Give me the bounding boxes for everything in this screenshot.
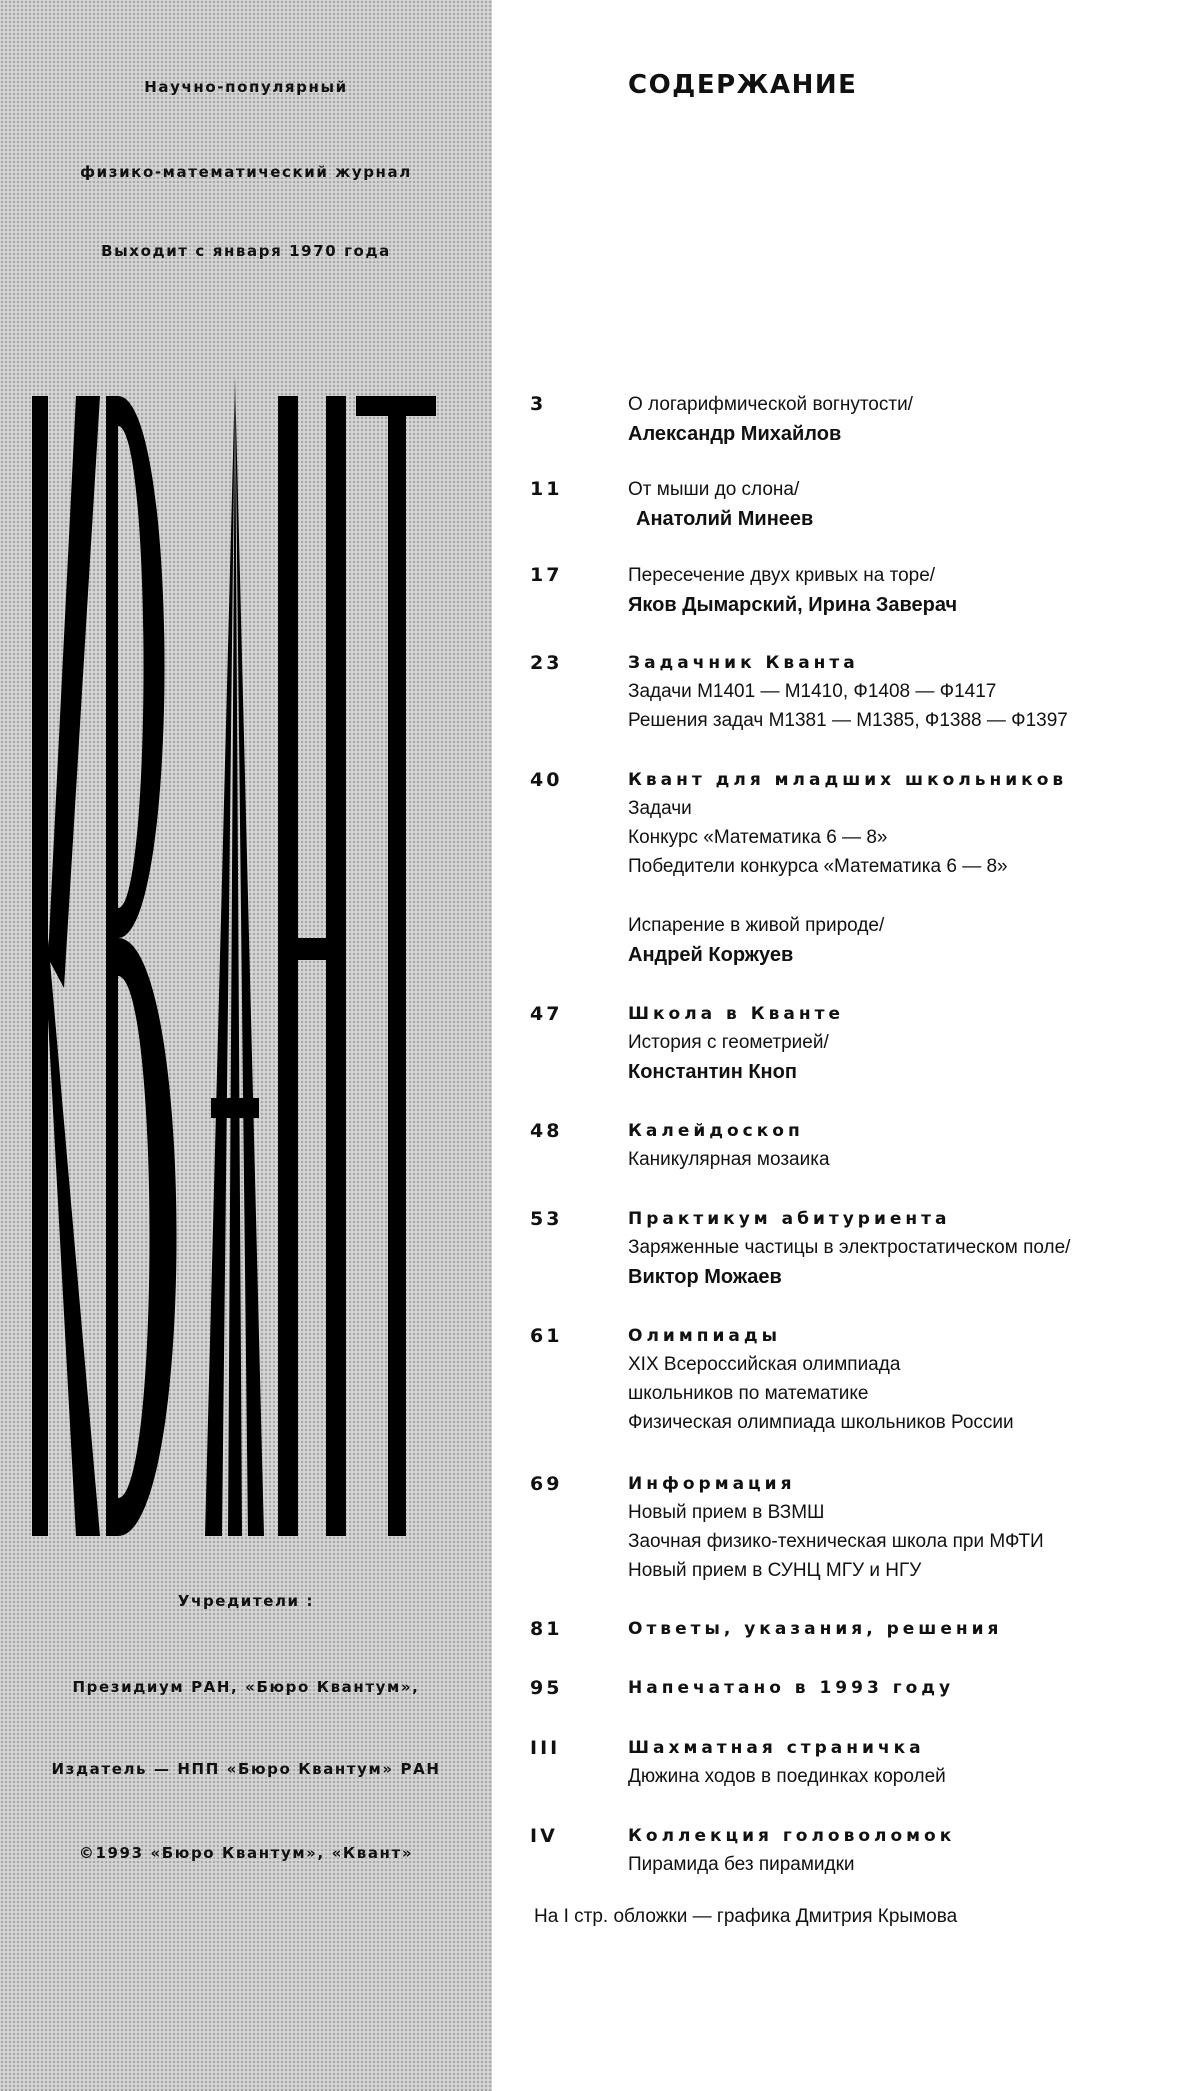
author-name: Константин Кноп (628, 1061, 797, 1083)
article-title: Конкурс «Математика 6 — 8» (628, 827, 888, 848)
section-heading: Информация (628, 1474, 796, 1494)
page-number: 53 (530, 1208, 563, 1230)
article-title: Заряженные частицы в электростатическом поле/ (628, 1237, 1071, 1258)
page-number: IV (530, 1825, 558, 1847)
page-number: 81 (530, 1618, 563, 1640)
article-title: О логарифмической вогнутости/ (628, 394, 913, 415)
section-heading: Задачник Кванта (628, 653, 859, 673)
page-number: 3 (530, 393, 547, 415)
page-number: 48 (530, 1120, 563, 1142)
page-number: 47 (530, 1003, 563, 1025)
page-number: 61 (530, 1325, 563, 1347)
section-heading: Ответы, указания, решения (628, 1619, 1003, 1639)
article-title: Решения задач М1381 — М1385, Ф1388 — Ф1397 (628, 710, 1068, 731)
article-title: Пирамида без пирамидки (628, 1854, 855, 1875)
founders-text: Президиум РАН, «Бюро Квантум», (72, 1678, 420, 1696)
article-title: школьников по математике (628, 1383, 869, 1404)
founders-label: Учредители : (177, 1592, 315, 1610)
article-title: Физическая олимпиада школьников России (628, 1412, 1014, 1433)
section-heading: Олимпиады (628, 1326, 781, 1346)
author-name: Анатолий Минеев (636, 508, 814, 530)
section-heading: Калейдоскоп (628, 1121, 804, 1141)
page-number: 17 (530, 564, 563, 586)
page-number: 40 (530, 769, 563, 791)
page-number: III (530, 1737, 561, 1759)
author-name: Яков Дымарский, Ирина Заверач (628, 594, 958, 616)
page-number: 95 (530, 1677, 563, 1699)
article-title: Новый прием в ВЗМШ (628, 1502, 825, 1523)
article-title: Новый прием в СУНЦ МГУ и НГУ (628, 1560, 922, 1581)
article-title: Пересечение двух кривых на торе/ (628, 565, 936, 586)
article-title: История с геометрией/ (628, 1032, 829, 1053)
article-title: От мыши до слона/ (628, 479, 800, 500)
article-title: Задачи (628, 798, 692, 819)
author-name: Виктор Можаев (628, 1266, 782, 1288)
section-heading: Школа в Кванте (628, 1004, 844, 1024)
subtitle-line-1: Научно-популярный (144, 78, 348, 96)
section-heading: Напечатано в 1993 году (628, 1678, 955, 1698)
article-title: Победители конкурса «Математика 6 — 8» (628, 856, 1008, 877)
copyright-text: ©1993 «Бюро Квантум», «Квант» (78, 1844, 414, 1862)
cover-note: На I стр. обложки — графика Дмитрия Крымова (534, 1906, 958, 1927)
kvant-logo (30, 378, 440, 1553)
section-heading: Коллекция головоломок (628, 1826, 956, 1846)
article-title: XIX Всероссийская олимпиада (628, 1354, 901, 1375)
page-number: 11 (530, 478, 563, 500)
author-name: Александр Михайлов (628, 423, 842, 445)
section-heading: Шахматная страничка (628, 1738, 925, 1758)
toc-title: СОДЕРЖАНИЕ (628, 70, 858, 100)
subtitle-line-2: физико-математический журнал (80, 163, 412, 181)
page-number: 23 (530, 652, 563, 674)
publisher-text: Издатель — НПП «Бюро Квантум» РАН (51, 1760, 441, 1778)
article-title: Дюжина ходов в поединках королей (628, 1766, 946, 1787)
author-name: Андрей Коржуев (628, 944, 794, 966)
section-heading: Практикум абитуриента (628, 1209, 951, 1229)
since-line: Выходит с января 1970 года (101, 242, 391, 260)
article-title: Заочная физико-техническая школа при МФТИ (628, 1531, 1044, 1552)
masthead-sidebar (0, 0, 492, 2091)
article-title: Испарение в живой природе/ (628, 915, 885, 936)
page-number: 69 (530, 1473, 563, 1495)
article-title: Каникулярная мозаика (628, 1149, 830, 1170)
section-heading: Квант для младших школьников (628, 770, 1068, 790)
article-title: Задачи М1401 — М1410, Ф1408 — Ф1417 (628, 681, 997, 702)
